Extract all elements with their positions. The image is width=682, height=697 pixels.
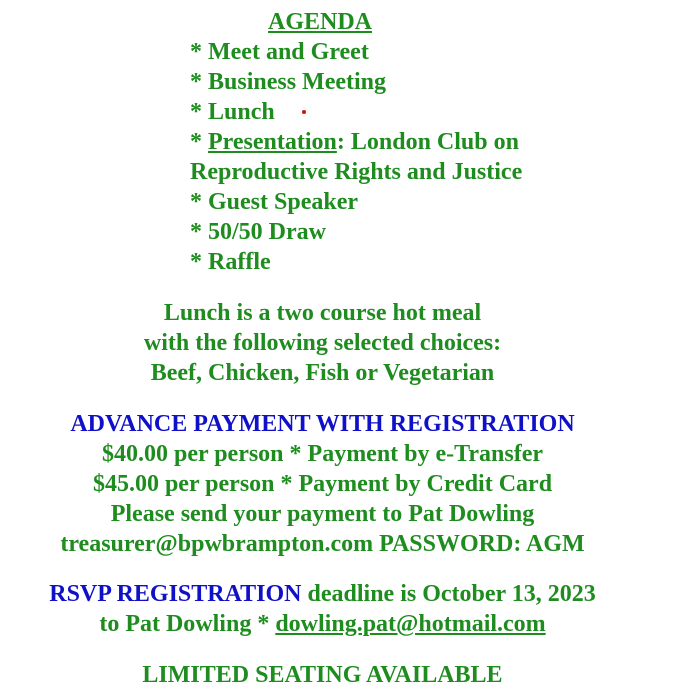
agenda-item-lunch: * Lunch (190, 99, 275, 125)
presentation-label: Presentation (208, 129, 337, 155)
agenda-item-presentation (190, 127, 519, 157)
agenda-item-raffle: * Raffle (190, 249, 271, 275)
agenda-item-meet-and-greet: * Meet and Greet (190, 39, 369, 65)
payment-etransfer-line: $40.00 per person * Payment by e-Transfer (101, 441, 544, 467)
payment-credit-card-line: $45.00 per person * Payment by Credit Card (92, 471, 553, 497)
payment-heading: ADVANCE PAYMENT WITH REGISTRATION (70, 411, 575, 437)
lunch-line-3: Beef, Chicken, Fish or Vegetarian (150, 360, 495, 386)
agenda-item-business-meeting: * Business Meeting (190, 69, 387, 95)
presentation-prefix: * (190, 129, 208, 155)
red-dot-marker (302, 110, 306, 114)
agenda-item-guest-speaker: * Guest Speaker (190, 189, 358, 215)
rsvp-deadline-line (0, 579, 645, 609)
limited-seating-notice: LIMITED SEATING AVAILABLE (142, 662, 503, 688)
rsvp-to-prefix: to Pat Dowling * (99, 611, 276, 637)
payment-instruction-line: Please send your payment to Pat Dowling (110, 501, 535, 527)
agenda-item-50-50-draw: * 50/50 Draw (190, 219, 326, 245)
presentation-rest: : London Club on (336, 129, 519, 155)
lunch-line-2: with the following selected choices: (143, 330, 502, 356)
lunch-line-1: Lunch is a two course hot meal (163, 300, 482, 326)
rsvp-label: RSVP REGISTRATION (49, 581, 302, 607)
rsvp-email-link[interactable]: dowling.pat@hotmail.com (275, 611, 546, 637)
presentation-line-2: Reproductive Rights and Justice (190, 159, 523, 185)
rsvp-deadline: deadline is October 13, 2023 (301, 581, 596, 607)
rsvp-contact-line (0, 609, 645, 639)
payment-treasurer-line: treasurer@bpwbrampton.com PASSWORD: AGM (60, 531, 585, 557)
agenda-heading: AGENDA (268, 9, 373, 35)
